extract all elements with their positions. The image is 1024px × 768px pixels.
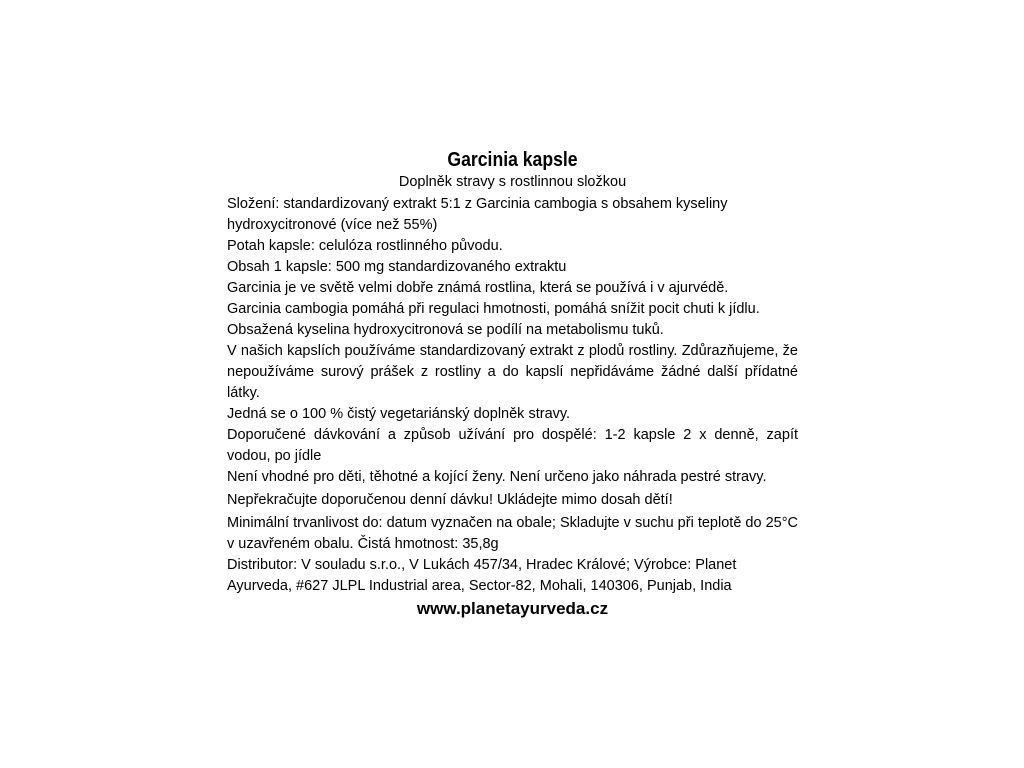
plant-description-text: Garcinia je ve světě velmi dobře známá rostlina, která se používá i v ajurvédě. — [227, 280, 729, 296]
storage-text: Minimální trvanlivost do: datum vyznačen na obale; Skladujte v suchu při teplotě do 25°C v uzavřeném obalu. Čistá hmotnost: 35,8g — [227, 515, 798, 552]
product-subtitle: Doplněk stravy s rostlinnou složkou — [398, 174, 627, 190]
dose-warning-text: Nepřekračujte doporučenou denní dávku! Ukládejte mimo dosah dětí! — [227, 492, 673, 508]
benefit-text: Garcinia cambogia pomáhá při regulaci hmotnosti, pomáhá snížit pocit chuti k jídlu. — [227, 301, 760, 317]
composition-text: Složení: standardizovaný extrakt 5:1 z Garcinia cambogia s obsahem kyseliny hydroxycitronové (více než 55%) — [227, 196, 728, 233]
product-title: Garcinia kapsle — [447, 149, 578, 171]
website-url: www.planetayurveda.cz — [416, 599, 609, 618]
dosage-text: Doporučené dávkování a způsob užívání pro dospělé: 1-2 kapsle 2 x denně, zapít vodou, po jídle — [227, 427, 798, 464]
metabolism-text: Obsažená kyselina hydroxycitronová se podílí na metabolismu tuků. — [227, 322, 664, 338]
warning-text: Není vhodné pro děti, těhotné a kojící ženy. Není určeno jako náhrada pestré stravy. — [227, 469, 767, 485]
capsule-content-text: Obsah 1 kapsle: 500 mg standardizovaného extraktu — [227, 259, 567, 275]
distributor-text: Distributor: V souladu s.r.o., V Lukách 457/34, Hradec Králové; Výrobce: Planet Ayurveda, #627 JLPL Industrial area, Sector-82, Mohali, 140306, Punjab, India — [227, 557, 737, 594]
vegetarian-text: Jedná se o 100 % čistý vegetariánský doplněk stravy. — [227, 406, 571, 422]
product-label — [227, 148, 798, 620]
extract-info-text: V našich kapslích používáme standardizovaný extrakt z plodů rostliny. Zdůrazňujeme, že nepoužíváme surový prášek z rostliny a do kapslí nepřidáváme žádné další přídatné látky. — [227, 343, 798, 401]
capsule-coating-text: Potah kapsle: celulóza rostlinného původu. — [227, 238, 503, 254]
